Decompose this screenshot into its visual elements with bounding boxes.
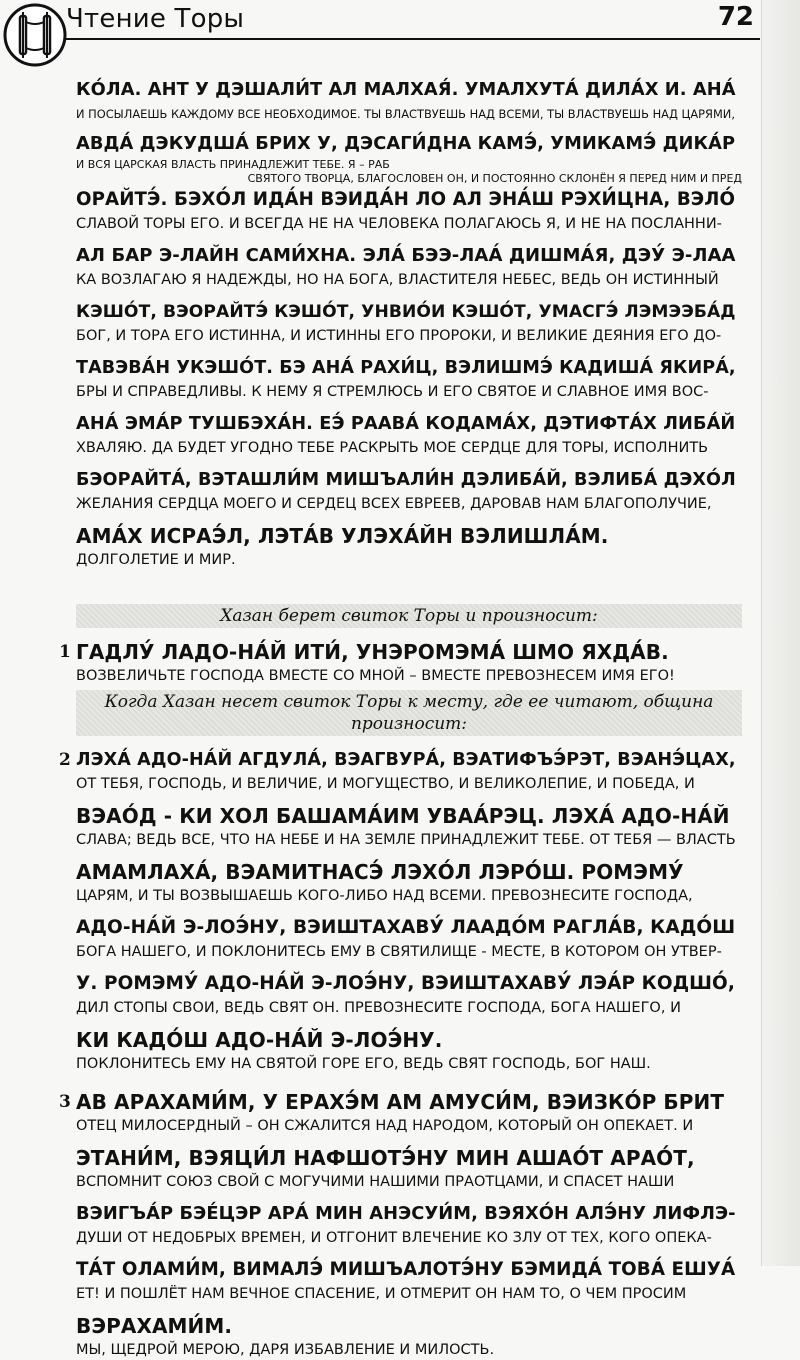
translit-line: ЭТАНИ́М, ВЭЯЦИ́Л НАФШОТЭ́НУ МИН АШАО́Т АРАО́Т,	[76, 1146, 695, 1170]
translit-line: АНА́ ЭМА́Р ТУШБЭХА́Н. ЕЭ́ РААВА́ КОДАМА́Х, ДЭТИФТА́Х ЛИБА́Й	[76, 414, 736, 434]
translit-line: ВЭРАХАМИ́М.	[76, 1314, 233, 1338]
translation-line: ДУШИ ОТ НЕДОБРЫХ ВРЕМЕН, И ОТГОНИТ ВЛЕЧЕНИЕ КО ЗЛУ ОТ ТЕХ, КОГО ОПЕКА-	[76, 1230, 712, 1246]
verse-number: 3	[59, 1092, 71, 1112]
translit-line: КИ КАДО́Ш АДО-НА́Й Э-ЛОЭ́НУ.	[76, 1028, 443, 1052]
translation-line: ЖЕЛАНИЯ СЕРДЦА МОЕГО И СЕРДЕЦ ВСЕХ ЕВРЕЕВ, ДАРОВАВ НАМ БЛАГОПОЛУЧИЕ,	[76, 496, 712, 512]
translit-line: АЛ БАР Э-ЛАЙН САМИ́ХНА. ЭЛА́ БЭЭ-ЛАА́ ДИШМА́Я, ДЭУ́ Э-ЛАА	[76, 245, 736, 266]
translation-line: СЛАВА; ВЕДЬ ВСЕ, ЧТО НА НЕБЕ И НА ЗЕМЛЕ ПРИНАДЛЕЖИТ ТЕБЕ. ОТ ТЕБЯ — ВЛАСТЬ	[76, 832, 736, 848]
translit-line: АДО-НА́Й Э-ЛОЭ́НУ, ВЭИШТАХАВУ́ ЛААДО́М РАГЛА́В, КАДО́Ш	[76, 917, 736, 938]
header-rule	[66, 38, 760, 40]
translation-line: ПОКЛОНИТЕСЬ ЕМУ НА СВЯТОЙ ГОРЕ ЕГО, ВЕДЬ СВЯТ ГОСПОДЬ, БОГ НАШ.	[76, 1056, 651, 1072]
translation-line: ОТЕЦ МИЛОСЕРДНЫЙ – ОН СЖАЛИТСЯ НАД НАРОДОМ, КОТОРЫЙ ОН ОПЕКАЕТ. И	[76, 1118, 694, 1134]
translation-line: ЦАРЯМ, И ТЫ ВОЗВЫШАЕШЬ КОГО-ЛИБО НАД ВСЕМИ. ПРЕВОЗНЕСИТЕ ГОСПОДА,	[76, 888, 693, 904]
band-line: Когда Хазан несет свиток Торы к месту, где ее читают, община	[104, 692, 714, 712]
translit-line: ВЭИГЪА́Р БЭЕ́ЦЭР АРА́ МИН АНЭСУИ́М, ВЭЯХО́Н АЛЭ́НУ ЛИФЛЭ-	[76, 1203, 736, 1224]
translation-line: БОГА НАШЕГО, И ПОКЛОНИТЕСЬ ЕМУ В СВЯТИЛИЩЕ - МЕСТЕ, В КОТОРОМ ОН УТВЕР-	[76, 944, 722, 960]
instruction-band	[76, 690, 742, 736]
verse-number: 2	[59, 750, 71, 770]
prayer-text	[59, 74, 742, 1360]
translation-line: ЕТ! И ПОШЛЁТ НАМ ВЕЧНОЕ СПАСЕНИЕ, И ОТМЕРИТ ОН НАМ ТО, О ЧЕМ ПРОСИМ	[76, 1286, 687, 1302]
band-line: произносит:	[350, 714, 468, 734]
translit-line: КЭШО́Т, ВЭОРАЙТЭ́ КЭШО́Т, УНВИО́И КЭШО́Т, УМАСГЭ́ ЛЭМЭЭБА́Д	[76, 302, 736, 322]
translit-line: АВДА́ ДЭКУДША́ БРИХ У, ДЭСАГИ́ДНА КАМЭ́, УМИКАМЭ́ ДИКА́Р	[76, 133, 736, 154]
page-title: Чтение Торы	[66, 4, 245, 34]
translit-line: АМАМЛАХА́, ВЭАМИТНАСЭ́ ЛЭХО́Л ЛЭРО́Ш. РОМЭМУ́	[76, 860, 684, 884]
verse-3	[59, 1088, 742, 1360]
translit-line: БЭОРАЙТА́, ВЭТАШЛИ́М МИШЪАЛИ́Н ДЭЛИБА́Й, ВЭЛИБА́ ДЭХО́Л	[76, 470, 736, 490]
translit-line: ТАВЭВА́Н УКЭШО́Т. БЭ АНА́ РАХИ́Ц, ВЭЛИШМЭ́ КАДИША́ ЯКИРА́,	[76, 358, 736, 378]
translation-line: БОГ, И ТОРА ЕГО ИСТИННА, И ИСТИННЫ ЕГО ПРОРОКИ, И ВЕЛИКИЕ ДЕЯНИЯ ЕГО ДО-	[76, 328, 722, 344]
verse-number: 1	[59, 642, 71, 662]
translation-line: КА ВОЗЛАГАЮ Я НАДЕЖДЫ, НО НА БОГА, ВЛАСТИТЕЛЯ НЕБЕС, ВЕДЬ ОН ИСТИННЫЙ	[76, 272, 719, 288]
translation-line: СЛАВОЙ ТОРЫ ЕГО. И ВСЕГДА НЕ НА ЧЕЛОВЕКА ПОЛАГАЮСЬ Я, И НЕ НА ПОСЛАННИ-	[76, 216, 722, 232]
page-number: 72	[717, 2, 754, 32]
translation-line: БРЫ И СПРАВЕДЛИВЫ. К НЕМУ Я СТРЕМЛЮСЬ И ЕГО СВЯТОЕ И СЛАВНОЕ ИМЯ ВОС-	[76, 384, 709, 400]
verse-1	[59, 638, 742, 686]
translit-line: КО́ЛА. АНТ У ДЭШАЛИ́Т АЛ МАЛХАЯ́. УМАЛХУТА́ ДИЛА́Х И. АНА́	[76, 79, 736, 100]
translit-line: АМА́Х ИСРАЭ́Л, ЛЭТА́В УЛЭХА́ЙН ВЭЛИШЛА́М.	[76, 524, 609, 548]
translit-line: ЛЭХА́ АДО-НА́Й АГДУЛА́, ВЭАГВУРА́, ВЭАТИФЪЭ́РЭТ, ВЭАНЭ́ЦАХ,	[76, 750, 736, 770]
translit-line: АВ АРАХАМИ́М, У ЕРАХЭ́М АМ АМУСИ́М, ВЭИЗКО́Р БРИТ	[76, 1090, 725, 1114]
page-header	[0, 0, 760, 72]
translit-line: ТА́Т ОЛАМИ́М, ВИМАЛЭ́ МИШЪАЛОТЭ́НУ БЭМИДА́ ТОВА́ ЕШУА́	[76, 1259, 736, 1280]
translit-line: ОРАЙТЭ́. БЭХО́Л ИДА́Н ВЭИДА́Н ЛО АЛ ЭНА́Ш РЭХИ́ЦНА, ВЭЛО́	[76, 189, 736, 210]
translation-line: ВОЗВЕЛИЧЬТЕ ГОСПОДА ВМЕСТЕ СО МНОЙ – ВМЕСТЕ ПРЕВОЗНЕСЕМ ИМЯ ЕГО!	[76, 668, 675, 684]
translation-line: ВСПОМНИТ СОЮЗ СВОЙ С МОГУЧИМИ НАШИМИ ПРАОТЦАМИ, И СПАСЕТ НАШИ	[76, 1174, 675, 1190]
translation-line: МЫ, ЩЕДРОЙ МЕРОЮ, ДАРЯ ИЗБАВЛЕНИЕ И МИЛОСТЬ.	[76, 1342, 495, 1358]
verse-2	[59, 746, 742, 1074]
translit-line: У. РОМЭМУ́ АДО-НА́Й Э-ЛОЭ́НУ, ВЭИШТАХАВУ́ ЛЭА́Р КОДШО́,	[76, 973, 735, 994]
instruction-band: Хазан берет свиток Торы и произносит:	[76, 604, 742, 628]
intro-block	[76, 76, 742, 570]
translation-line: ОТ ТЕБЯ, ГОСПОДЬ, И ВЕЛИЧИЕ, И МОГУЩЕСТВО, И ВЕЛИКОЛЕПИЕ, И ПОБЕДА, И	[76, 776, 695, 792]
translit-line: ГАДЛУ́ ЛАДО-НА́Й ИТИ́, УНЭРОМЭМА́ ШМО ЯХДА́В.	[76, 640, 669, 664]
page-edge	[761, 0, 800, 1266]
torah-scroll-icon	[2, 2, 68, 68]
translit-line: ВЭАО́Д - КИ ХОЛ БАШАМА́ИМ УВАА́РЭЦ. ЛЭХА́ АДО-НА́Й	[76, 804, 730, 828]
translation-line: И ПОСЫЛАЕШЬ КАЖДОМУ ВСЕ НЕОБХОДИМОЕ. ТЫ ВЛАСТВУЕШЬ НАД ВСЕМИ, ТЫ ВЛАСТВУЕШЬ НАД ЦАРЯМИ,	[76, 107, 735, 121]
translation-line: ХВАЛЯЮ. ДА БУДЕТ УГОДНО ТЕБЕ РАСКРЫТЬ МОЕ СЕРДЦЕ ДЛЯ ТОРЫ, ИСПОЛНИТЬ	[76, 440, 709, 456]
translation-line: СВЯТОГО ТВОРЦА, БЛАГОСЛОВЕН ОН, И ПОСТОЯННО СКЛОНЁН Я ПЕРЕД НИМ И ПРЕД	[247, 172, 742, 185]
translation-line: ДИЛ СТОПЫ СВОИ, ВЕДЬ СВЯТ ОН. ПРЕВОЗНЕСИТЕ ГОСПОДА, БОГА НАШЕГО, И	[76, 1000, 681, 1016]
translation-line: ДОЛГОЛЕТИЕ И МИР.	[76, 552, 236, 568]
translation-line: И ВСЯ ЦАРСКАЯ ВЛАСТЬ ПРИНАДЛЕЖИТ ТЕБЕ. Я – РАБ	[76, 158, 390, 171]
